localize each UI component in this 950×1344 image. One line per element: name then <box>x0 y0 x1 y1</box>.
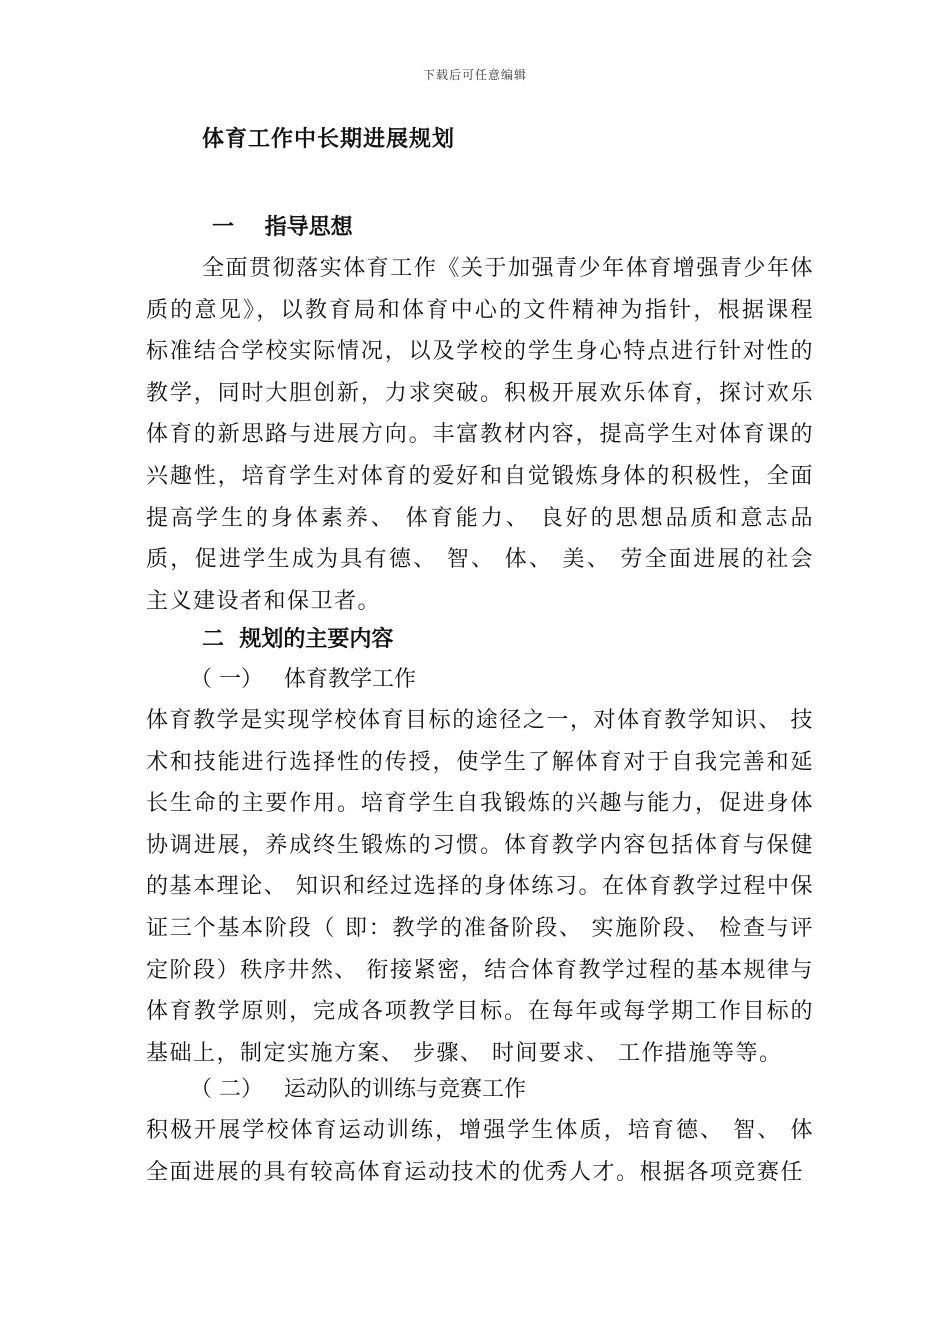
section-heading-main-content: 二 规划的主要内容 <box>202 627 394 652</box>
section-heading-guiding-ideology: 一 指导思想 <box>212 215 353 240</box>
subsection-heading-teaching: （ 一） 体育教学工作 <box>190 667 416 692</box>
header-note: 下载后可任意编辑 <box>422 68 527 82</box>
subsection-heading-training: （ 二） 运动队的训练与竞赛工作 <box>190 1077 526 1102</box>
document-title: 体育工作中长期进展规划 <box>202 127 456 152</box>
section-paragraph-guiding-ideology: 全面贯彻落实体育工作《关于加强青少年体育增强青少年体质的意见》，以教育局和体育中心的文件精神为指针，根据课程标准结合学校实际情况，以及学校的学生身心特点进行针对性的教学，同时大胆创新，力求突破。积极开展欢乐体育，探讨欢乐体育的新思路与进展方向。丰富教材内容，提高学生对体育课的兴趣性，培育学生对体育的爱好和自觉锻炼身体的积极性，全面提高学生的身体素养、 体育能力、 良好的思想品质和意志品质，促进学生成为具有德、 智、 体、 美、 劳全面进展的社会主义建设者和保卫者。 <box>146 256 814 614</box>
subsection-paragraph-training: 积极开展学校体育运动训练，增强学生体质，培育德、 智、 体全面进展的具有较高体育运动技术的优秀人才。根据各项竞赛任 <box>146 1118 814 1185</box>
subsection-paragraph-teaching: 体育教学是实现学校体育目标的途径之一，对体育教学知识、 技术和技能进行选择性的传授，使学生了解体育对于自我完善和延长生命的主要作用。培育学生自我锻炼的兴趣与能力，促进身体协调进展，养成终生锻炼的习惯。体育教学内容包括体育与保健的基本理论、 知识和经过选择的身体练习。在体育教学过程中保证三个基本阶段（ 即：教学的准备阶段、 实施阶段、 检查与评定阶段）秩序井然、 衔接紧密，结合体育教学过程的基本规律与体育教学原则，完成各项教学目标。在每年或每学期工作目标的基础上，制定实施方案、 步骤、 时间要求、 工作措施等等。 <box>146 708 814 1066</box>
